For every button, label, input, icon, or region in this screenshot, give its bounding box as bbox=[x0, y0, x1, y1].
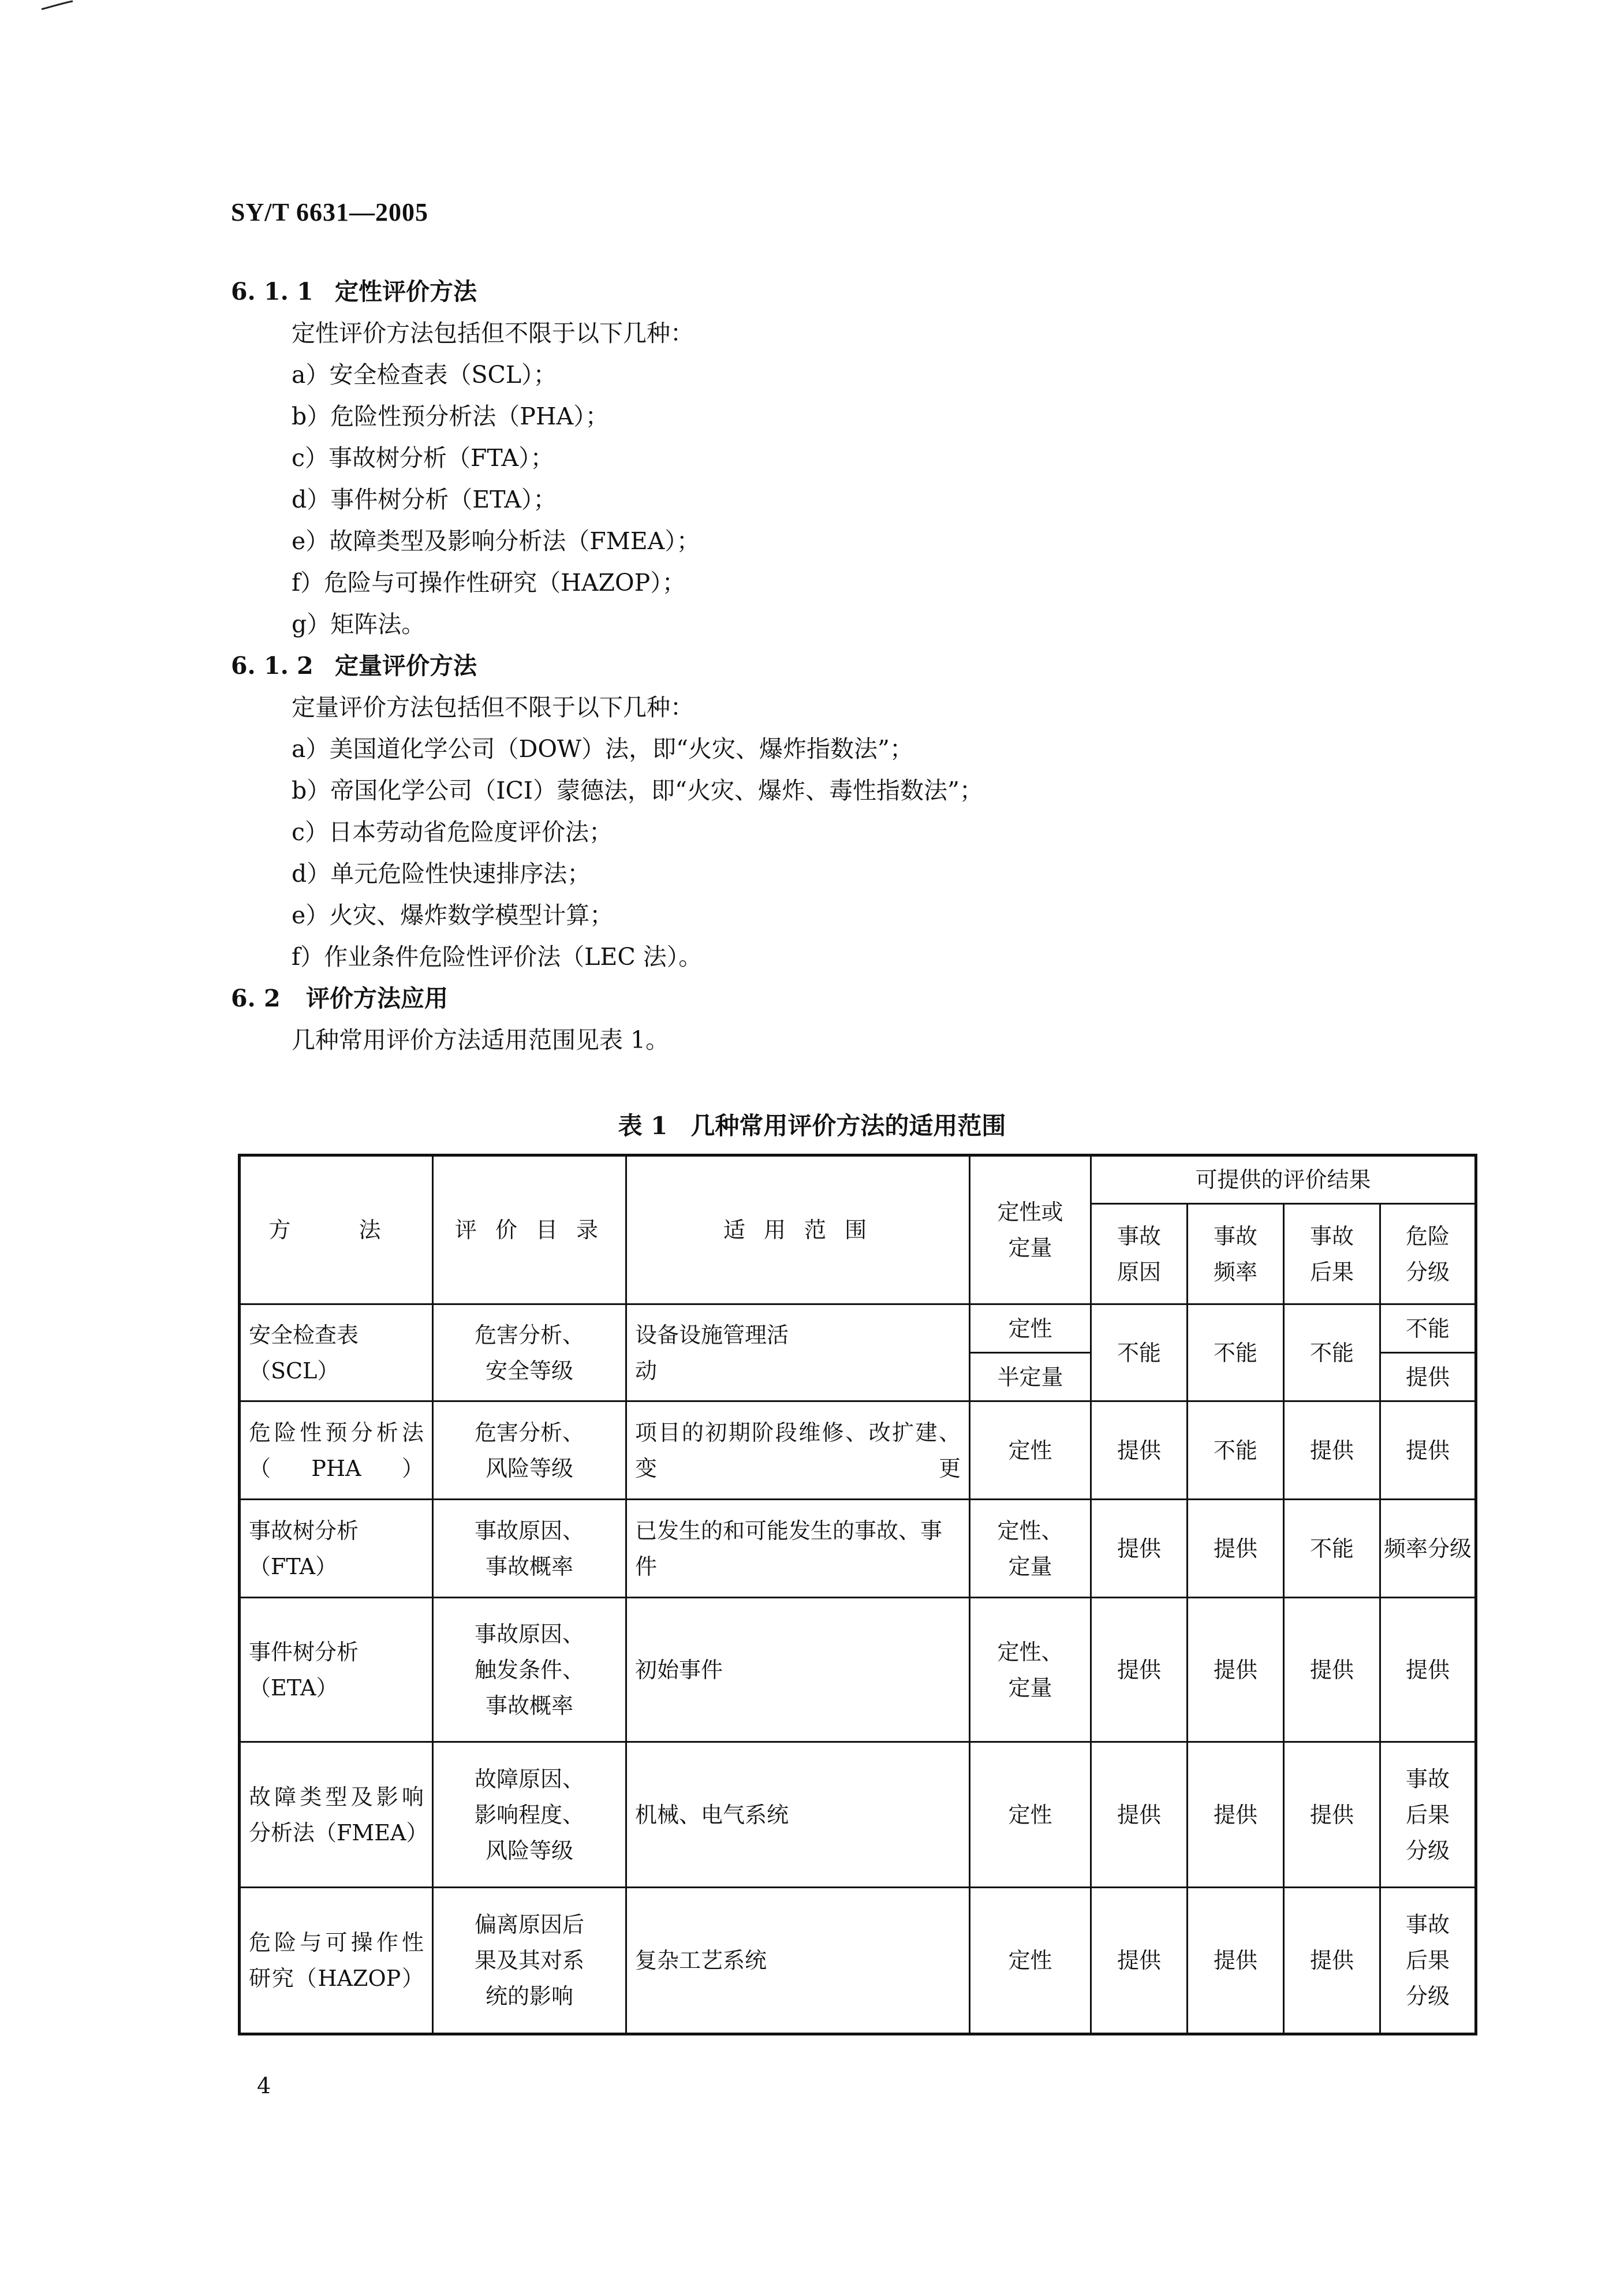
standard-code: SY/T 6631—2005 bbox=[231, 198, 429, 226]
cell-consequence: 提供 bbox=[1284, 1888, 1380, 2034]
section-6-2-intro: 几种常用评价方法适用范围见表 1。 bbox=[292, 1026, 670, 1054]
list-item: b）危险性预分析法（PHA）； bbox=[292, 402, 609, 430]
table-row bbox=[240, 1598, 1476, 1742]
cell-catalog: 事故原因、事故概率 bbox=[433, 1500, 626, 1598]
header-frequency: 事故频率 bbox=[1188, 1204, 1284, 1304]
section-6-1-1-intro: 定性评价方法包括但不限于以下几种： bbox=[292, 319, 694, 347]
cell-method: 事件树分析（ETA） bbox=[240, 1598, 433, 1742]
table-header-row bbox=[240, 1155, 1476, 1204]
cell-type: 定性 bbox=[970, 1742, 1091, 1888]
section-title: 定量评价方法 bbox=[335, 652, 477, 680]
cell-scope: 设备设施管理活动 bbox=[626, 1304, 970, 1401]
cell-catalog: 危害分析、风险等级 bbox=[433, 1401, 626, 1500]
section-number: 6. 2 bbox=[231, 985, 281, 1012]
header-grading: 危险分级 bbox=[1380, 1204, 1476, 1304]
cell-method: 危险与可操作性研究（HAZOP） bbox=[240, 1888, 433, 2034]
table-caption-number: 表 1 bbox=[618, 1112, 668, 1140]
cell-catalog: 事故原因、触发条件、事故概率 bbox=[433, 1598, 626, 1742]
table-caption-title: 几种常用评价方法的适用范围 bbox=[690, 1112, 1006, 1140]
cell-cause: 提供 bbox=[1091, 1401, 1188, 1500]
cell-consequence: 提供 bbox=[1284, 1742, 1380, 1888]
header-results-group: 可提供的评价结果 bbox=[1091, 1155, 1476, 1204]
cell-grading: 不能 bbox=[1380, 1304, 1476, 1353]
section-number: 6. 1. 1 bbox=[231, 278, 313, 305]
cell-cause: 提供 bbox=[1091, 1598, 1188, 1742]
cell-cause: 提供 bbox=[1091, 1742, 1188, 1888]
list-item: c）事故树分析（FTA）； bbox=[292, 444, 554, 472]
table-row bbox=[240, 1742, 1476, 1888]
list-item: g）矩阵法。 bbox=[292, 610, 425, 638]
cell-scope: 机械、电气系统 bbox=[626, 1742, 970, 1888]
page-number: 4 bbox=[257, 2073, 271, 2098]
cell-method: 安全检查表（SCL） bbox=[240, 1304, 433, 1401]
cell-catalog: 偏离原因后果及其对系统的影响 bbox=[433, 1888, 626, 2034]
cell-frequency: 提供 bbox=[1188, 1888, 1284, 2034]
section-number: 6. 1. 2 bbox=[231, 652, 313, 680]
table-row bbox=[240, 1304, 1476, 1353]
header-cause: 事故原因 bbox=[1091, 1204, 1188, 1304]
cell-scope: 初始事件 bbox=[626, 1598, 970, 1742]
table-row bbox=[240, 1888, 1476, 2034]
cell-scope: 项目的初期阶段维修、改扩建、变更 bbox=[626, 1401, 970, 1500]
cell-frequency: 提供 bbox=[1188, 1742, 1284, 1888]
header-method: 方 法 bbox=[240, 1155, 433, 1304]
cell-grading: 频率分级 bbox=[1380, 1500, 1476, 1598]
cell-cause: 不能 bbox=[1091, 1304, 1188, 1401]
list-item: c）日本劳动省危险度评价法； bbox=[292, 818, 613, 846]
section-6-1-2-intro: 定量评价方法包括但不限于以下几种： bbox=[292, 694, 694, 721]
cell-frequency: 不能 bbox=[1188, 1401, 1284, 1500]
cell-method: 事故树分析（FTA） bbox=[240, 1500, 433, 1598]
cell-type: 定性 bbox=[970, 1888, 1091, 2034]
cell-consequence: 提供 bbox=[1284, 1598, 1380, 1742]
section-6-1-2-heading bbox=[231, 648, 477, 683]
cell-grading: 提供 bbox=[1380, 1401, 1476, 1500]
table-caption bbox=[0, 1109, 1624, 1143]
cell-grading: 提供 bbox=[1380, 1353, 1476, 1401]
cell-scope: 已发生的和可能发生的事故、事件 bbox=[626, 1500, 970, 1598]
list-item: a）安全检查表（SCL）； bbox=[292, 361, 557, 389]
cell-method: 故障类型及影响分析法（FMEA） bbox=[240, 1742, 433, 1888]
header-type: 定性或定量 bbox=[970, 1155, 1091, 1304]
cell-frequency: 不能 bbox=[1188, 1304, 1284, 1401]
cell-type: 定性、定量 bbox=[970, 1500, 1091, 1598]
pen-stroke-mark bbox=[40, 0, 75, 12]
table-row bbox=[240, 1500, 1476, 1598]
cell-consequence: 不能 bbox=[1284, 1304, 1380, 1401]
section-title: 评价方法应用 bbox=[306, 985, 448, 1012]
cell-grading: 提供 bbox=[1380, 1598, 1476, 1742]
list-item: b）帝国化学公司（ICI）蒙德法，即“火灾、爆炸、毒性指数法”； bbox=[292, 777, 983, 804]
cell-catalog: 危害分析、安全等级 bbox=[433, 1304, 626, 1401]
list-item: f）作业条件危险性评价法（LEC 法）。 bbox=[292, 943, 703, 971]
cell-cause: 提供 bbox=[1091, 1888, 1188, 2034]
list-item: e）故障类型及影响分析法（FMEA）； bbox=[292, 527, 700, 555]
table-row bbox=[240, 1401, 1476, 1500]
list-item: a）美国道化学公司（DOW）法，即“火灾、爆炸指数法”； bbox=[292, 735, 913, 763]
cell-scope: 复杂工艺系统 bbox=[626, 1888, 970, 2034]
cell-type: 半定量 bbox=[970, 1353, 1091, 1401]
cell-type: 定性 bbox=[970, 1304, 1091, 1353]
list-item: d）事件树分析（ETA）； bbox=[292, 486, 557, 513]
header-catalog: 评 价 目 录 bbox=[433, 1155, 626, 1304]
cell-grading: 事故后果分级 bbox=[1380, 1742, 1476, 1888]
section-title: 定性评价方法 bbox=[335, 278, 477, 305]
list-item: e）火灾、爆炸数学模型计算； bbox=[292, 901, 614, 929]
section-6-1-1-heading bbox=[231, 274, 477, 309]
cell-consequence: 不能 bbox=[1284, 1500, 1380, 1598]
cell-type: 定性 bbox=[970, 1401, 1091, 1500]
cell-method: 危险性预分析法（PHA） bbox=[240, 1401, 433, 1500]
list-item: d）单元危险性快速排序法； bbox=[292, 860, 591, 888]
cell-cause: 提供 bbox=[1091, 1500, 1188, 1598]
cell-consequence: 提供 bbox=[1284, 1401, 1380, 1500]
cell-frequency: 提供 bbox=[1188, 1598, 1284, 1742]
cell-grading: 事故后果分级 bbox=[1380, 1888, 1476, 2034]
header-consequence: 事故后果 bbox=[1284, 1204, 1380, 1304]
list-item: f）危险与可操作性研究（HAZOP）； bbox=[292, 569, 686, 596]
methods-table bbox=[238, 1154, 1477, 2035]
cell-frequency: 提供 bbox=[1188, 1500, 1284, 1598]
cell-type: 定性、定量 bbox=[970, 1598, 1091, 1742]
header-scope: 适 用 范 围 bbox=[626, 1155, 970, 1304]
cell-catalog: 故障原因、影响程度、风险等级 bbox=[433, 1742, 626, 1888]
section-6-2-heading bbox=[231, 981, 448, 1016]
